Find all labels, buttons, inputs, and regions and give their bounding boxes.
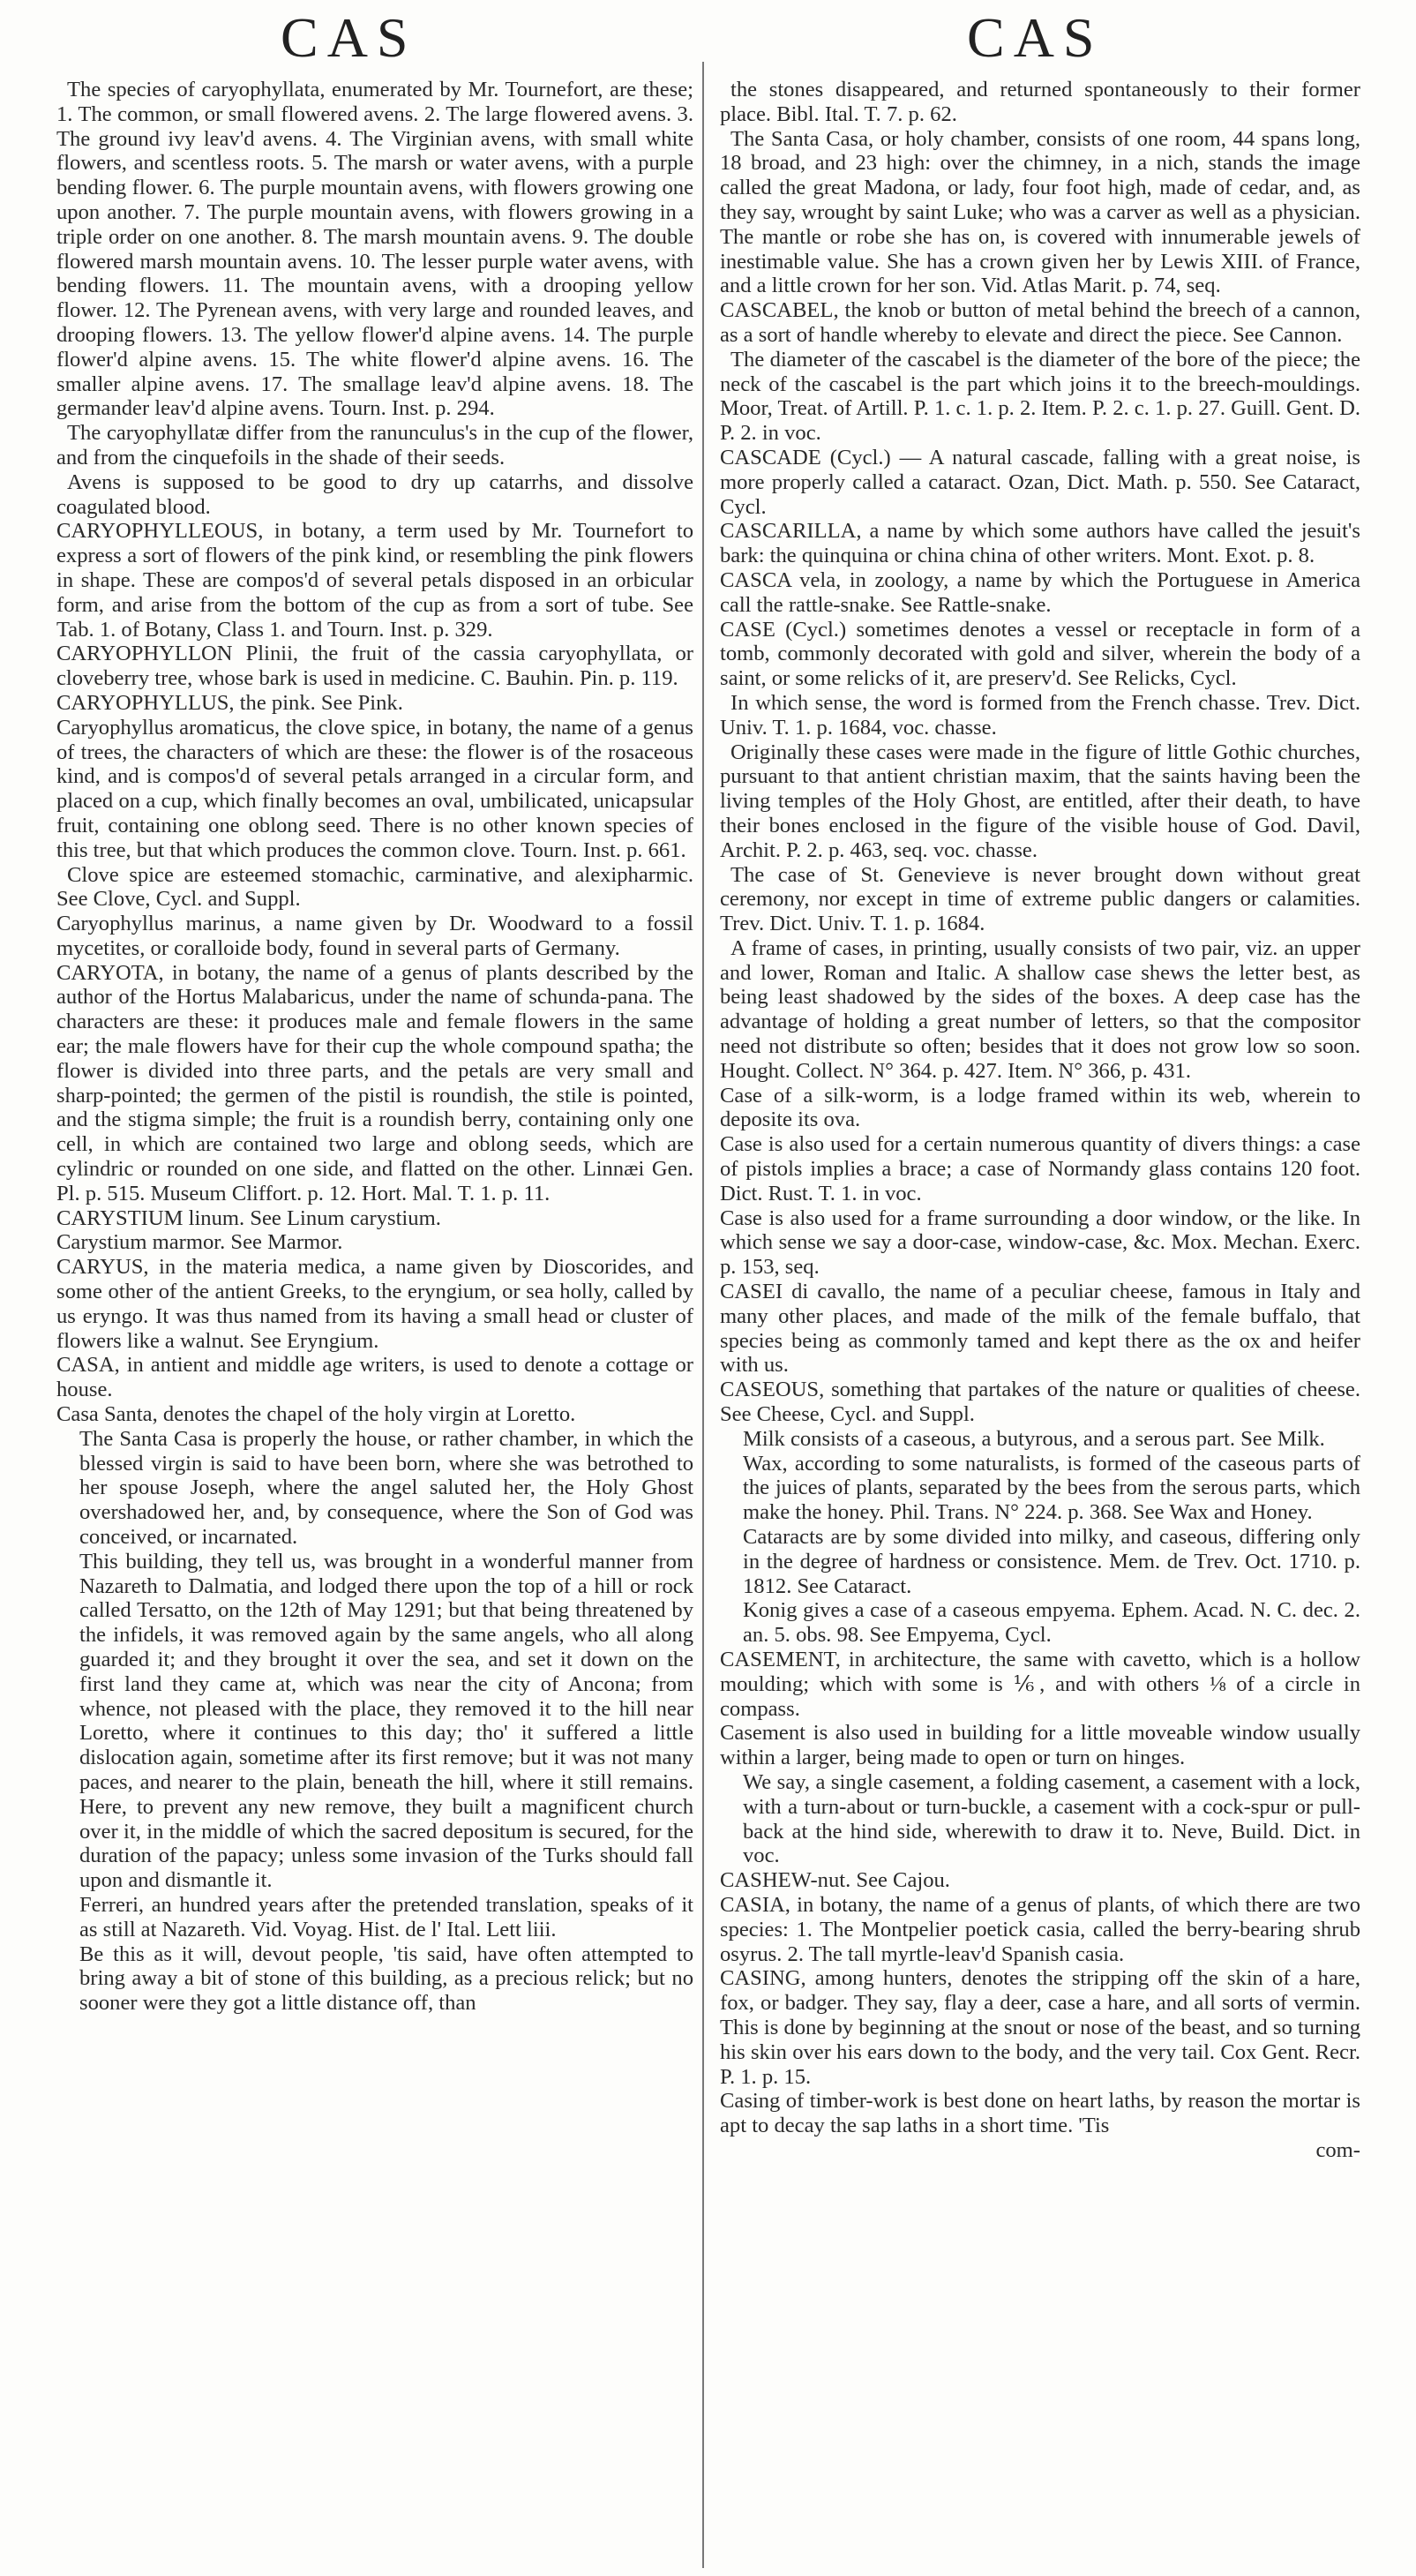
entry-caryus: CARYUS, in the materia medica, a name given by Dioscorides, and some other of the antient Greeks, to the eryngium, or sea holly, called by us eryngo. It was thus named from its having a small head or cluster of flowers like a walnut. See Eryngium. [56, 1255, 693, 1353]
paragraph-caryophyllatae: The caryophyllatæ differ from the ranunculus's in the cup of the flower, and from the cinquefoils in the shade of their seeds. [56, 421, 693, 469]
paragraph-holy-chamber: The Santa Casa, or holy chamber, consists of one room, 44 spans long, 18 broad, and 23 high: over the chimney, in a nich, stands the image called the great Madona, or lady, four foot high, made of cedar, and, as they say, wrought by saint Luke; who was a carver as well as a physician. The mantle or robe she has on, is covered with innumerable jewels of inestimable value. She has a crown given her by Lewis XIII. of France, and a little crown for her son. Vid. Atlas Marit. p. 74, seq. [720, 126, 1360, 298]
paragraph-species-list: The species of caryophyllata, enumerated by Mr. Tournefort, are these; 1. The common, or small flowered avens. 2. The large flowered avens. 3. The ground ivy leav'd avens. 4. The Virginian avens, with small white flowers, and scentless roots. 5. The marsh or water avens, with a purple bending flower. 6. The purple mountain avens, with flowers growing one upon another. 7. The purple mountain avens, with flowers growing in a triple order on one another. 8. The marsh mountain avens. 9. The double flowered marsh mountain avens. 10. The lesser purple water avens, with bending flowers. 11. The mountain avens, with a drooping yellow flower. 12. The Pyrenean avens, with very large and rounded leaves, and drooping flowers. 13. The yellow flower'd alpine avens. 14. The purple flower'd alpine avens. 15. The white flower'd alpine avens. 16. The smaller alpine avens. 17. The smallage leav'd alpine avens. 18. The germander leav'd alpine avens. Tourn. Inst. p. 294. [56, 78, 693, 421]
entry-caryophyllon: CARYOPHYLLON Plinii, the fruit of the cassia caryophyllata, or cloveberry tree, whose bark is used in medicine. C. Bauhin. Pin. p. 119. [56, 642, 693, 691]
paragraph-ferreri: Ferreri, an hundred years after the pretended translation, speaks of it as still at Nazareth. Vid. Voyag. Hist. de l' Ital. Lett liii. [79, 1892, 693, 1941]
entry-cascade: CASCADE (Cycl.) — A natural cascade, falling with a great noise, is more properly called a cataract. Ozan, Dict. Math. p. 550. See Cataract, Cycl. [720, 445, 1360, 519]
entry-casei-di-cavallo: CASEI di cavallo, the name of a peculiar cheese, famous in Italy and many other places, and made of the milk of the female buffalo, that species being as commonly tamed and kept there as the ox and heifer with us. [720, 1280, 1360, 1378]
entry-casia: CASIA, in botany, the name of a genus of plants, of which there are two species: 1. The Montpelier poetick casia, called the berry-bearing shrub osyrus. 2. The tall myrtle-leav'd Spanish casia. [720, 1892, 1360, 1966]
paragraph-stones-disappeared: the stones disappeared, and returned spontaneously to their former place. Bibl. Ital. T. 7. p. 62. [720, 78, 1360, 126]
entry-carystium-marmor: Carystium marmor. See Marmor. [56, 1230, 343, 1255]
entry-caryota: CARYOTA, in botany, the name of a genus of plants described by the author of the Hortus Malabaricus, under the name of schunda-pana. The characters are these: it produces male and female flowers in the same ear; the male flowers have for their cup the whole compound spatha; the flower is divided into three parts, and the petals are very small and sharp-pointed; the germen of the pistil is roundish, the stile is pointed, and the stigma simple; the fruit is a roundish berry, containing only one cell, in which are contained two large and oblong seeds, which are cylindric or rounded on one side, and flatted on the other. Linnæi Gen. Pl. p. 515. Museum Cliffort. p. 12. Hort. Mal. T. 1. p. 11. [56, 960, 693, 1205]
entry-case-quantity: Case is also used for a certain numerous quantity of divers things: a case of pistols implies a brace; a case of Normandy glass contains 120 foot. Dict. Rust. T. 1. in voc. [720, 1132, 1360, 1205]
entry-casca-vela: CASCA vela, in zoology, a name by which the Portuguese in America call the rattle-snake. See Rattle-snake. [720, 567, 1360, 617]
paragraph-avens: Avens is supposed to be good to dry up catarrhs, and dissolve coagulated blood. [56, 469, 693, 519]
paragraph-genevieve: The case of St. Genevieve is never brought down without great ceremony, nor except in time of extreme public dangers or calamities. Trev. Dict. Univ. T. 1. p. 1684. [720, 862, 1360, 936]
running-head-right: CAS [967, 6, 1104, 69]
paragraph-cataracts: Cataracts are by some divided into milky, and caseous, differing only in the degree of hardness or consistence. Mem. de Trev. Oct. 1710. p. 1812. See Cataract. [743, 1525, 1360, 1598]
paragraph-case-french: In which sense, the word is formed from the French chasse. Trev. Dict. Univ. T. 1. p. 1684, voc. chasse. [720, 690, 1360, 740]
entry-caryophylleous: CARYOPHYLLEOUS, in botany, a term used by Mr. Tournefort to express a sort of flowers of the pink kind, or resembling the pink flowers in shape. These are compos'd of several petals disposed in an orbicular form, and arise from the bottom of the cup as from a sort of tube. See Tab. 1. of Botany, Class 1. and Tourn. Inst. p. 329. [56, 519, 693, 642]
entry-caryophyllus-aromaticus: Caryophyllus aromaticus, the clove spice, in botany, the name of a genus of trees, the characters of which are these: the flower is of the rosaceous kind, and is compos'd of several petals arranged in a circular form, and placed on a cup, which finally becomes an oval, umbilicated, unicapsular fruit, containing one oblong seed. There is no other known species of this tree, but that which produces the common clove. Tourn. Inst. p. 661. [56, 715, 693, 862]
entry-casement: CASEMENT, in architecture, the same with cavetto, which is a hollow moulding; which with some is ⅙, and with others ⅛ of a circle in compass. [720, 1648, 1360, 1721]
running-head-left: CAS [281, 6, 417, 69]
entry-caryophyllus-marinus: Caryophyllus marinus, a name given by Dr. Woodward to a fossil mycetites, or coralloide body, found in several parts of Germany. [56, 912, 693, 960]
entry-carystium-linum: CARYSTIUM linum. See Linum carystium. [56, 1205, 441, 1230]
entry-caseous: CASEOUS, something that partakes of the nature or qualities of cheese. See Cheese, Cycl. and Suppl. [720, 1378, 1360, 1427]
entry-casing: CASING, among hunters, denotes the stripping off the skin of a hare, fox, or badger. They say, flay a deer, case a hare, and all sorts of vermin. This is done by beginning at the snout or nose of the beast, and so turning his skin over his ears down to the body, and the very tail. Cox Gent. Recr. P. 1. p. 15. [720, 1966, 1360, 2089]
paragraph-konig: Konig gives a case of a caseous empyema. Ephem. Acad. N. C. dec. 2. an. 5. obs. 98. See Empyema, Cycl. [743, 1598, 1360, 1648]
entry-caryophyllus: CARYOPHYLLUS, the pink. See Pink. [56, 690, 403, 715]
entry-casa-santa: Casa Santa, denotes the chapel of the holy virgin at Loretto. [56, 1402, 576, 1427]
paragraph-printing-cases: A frame of cases, in printing, usually consists of two pair, viz. an upper and lower, Roman and Italic. A shallow case shews the letter best, as being least shadowed by the sides of the boxes. A deep case has the advantage of holding a great number of letters, so that the compositor need not distribute so often; besides that it does not grow low so soon. Hought. Collect. N° 364. p. 427. Item. N° 366, p. 431. [720, 935, 1360, 1083]
paragraph-wax: Wax, according to some naturalists, is formed of the caseous parts of the juices of plants, separated by the bees from the serous parts, which make the honey. Phil. Trans. N° 224. p. 368. See Wax and Honey. [743, 1451, 1360, 1525]
paragraph-gothic-churches: Originally these cases were made in the figure of little Gothic churches, pursuant to that antient christian maxim, that the saints having been the living temples of the Holy Ghost, are entitled, after their death, to have their bones enclosed in the figure of the visible house of God. Davil, Archit. P. 2. p. 463, seq. voc. chasse. [720, 740, 1360, 862]
entry-cascarilla: CASCARILLA, a name by which some authors have called the jesuit's bark: the quinquina or china china of other writers. Mont. Exot. p. 8. [720, 519, 1360, 568]
catchword: com- [1315, 2137, 1360, 2162]
entry-cashew-nut: CASHEW-nut. See Cajou. [720, 1868, 950, 1893]
paragraph-santa-casa: The Santa Casa is properly the house, or rather chamber, in which the blessed virgin is said to have been born, where she was betrothed to her spouse Joseph, where the angel saluted her, the Holy Ghost overshadowed her, and, by consequence, where the Son of God was conceived, or incarnated. [79, 1426, 693, 1550]
entry-case-silk-worm: Case of a silk-worm, is a lodge framed within its web, wherein to deposite its ova. [720, 1083, 1360, 1132]
paragraph-casement-types: We say, a single casement, a folding casement, a casement with a lock, with a turn-about or turn-buckle, a casement with a cock-spur or pull-back at the hind side, wherewith to draw it to. Neve, Build. Dict. in voc. [743, 1769, 1360, 1868]
paragraph-clove-spice: Clove spice are esteemed stomachic, carminative, and alexipharmic. See Clove, Cycl. and Suppl. [56, 862, 693, 912]
entry-case: CASE (Cycl.) sometimes denotes a vessel or receptacle in form of a tomb, commonly decorated with gold and silver, wherein the body of a saint, or some relicks of it, are preserv'd. See Relicks, Cycl. [720, 617, 1360, 691]
paragraph-milk: Milk consists of a caseous, a butyrous, and a serous part. See Milk. [743, 1426, 1325, 1451]
entry-casement-window: Casement is also used in building for a little moveable window usually within a larger, being made to open or turn on hinges. [720, 1721, 1360, 1770]
column-divider [702, 62, 704, 2568]
paragraph-devout-people: Be this as it will, devout people, 'tis said, have often attempted to bring away a bit of stone of this building, as a precious relick; but no sooner were they got a little distance off, than [79, 1941, 693, 2016]
right-column [720, 78, 1360, 2163]
paragraph-building: This building, they tell us, was brought in a wonderful manner from Nazareth to Dalmatia, and lodged there upon the top of a hill or rock called Tersatto, on the 12th of May 1291; but that being threatened by the infidels, it was removed again by the same angels, who all along guarded it; and they brought it over the sea, and set it down on the first land they came at, which was near the city of Ancona; from whence, not pleased with the place, they removed it to the hill near Loretto, where it continues to this day; tho' it suffered a little dislocation again, sometime after its first remove; but it was not many paces, and nearer to the plain, beneath the hill, where it still remains. Here, to prevent any new remove, they built a magnificent church over it, in the middle of which the sacred depositum is secured, for the duration of the papacy; unless some invasion of the Turks should fall upon and dismantle it. [79, 1549, 693, 1893]
entry-cascabel: CASCABEL, the knob or button of metal behind the breech of a cannon, as a sort of handle whereby to elevate and direct the piece. See Cannon. [720, 298, 1360, 347]
entry-casing-timber: Casing of timber-work is best done on heart laths, by reason the mortar is apt to decay the sap laths in a short time. 'Tis [720, 2089, 1360, 2138]
entry-case-frame: Case is also used for a frame surrounding a door window, or the like. In which sense we say a door-case, window-case, &c. Mox. Mechan. Exerc. p. 153, seq. [720, 1205, 1360, 1280]
entry-casa: CASA, in antient and middle age writers, is used to denote a cottage or house. [56, 1353, 693, 1402]
paragraph-cascabel-diameter: The diameter of the cascabel is the diameter of the bore of the piece; the neck of the cascabel is the part which joins it to the breech-mouldings. Moor, Treat. of Artill. P. 1. c. 1. p. 2. Item. P. 2. c. 1. p. 27. Guill. Gent. D. P. 2. in voc. [720, 347, 1360, 446]
left-column [56, 78, 693, 2016]
